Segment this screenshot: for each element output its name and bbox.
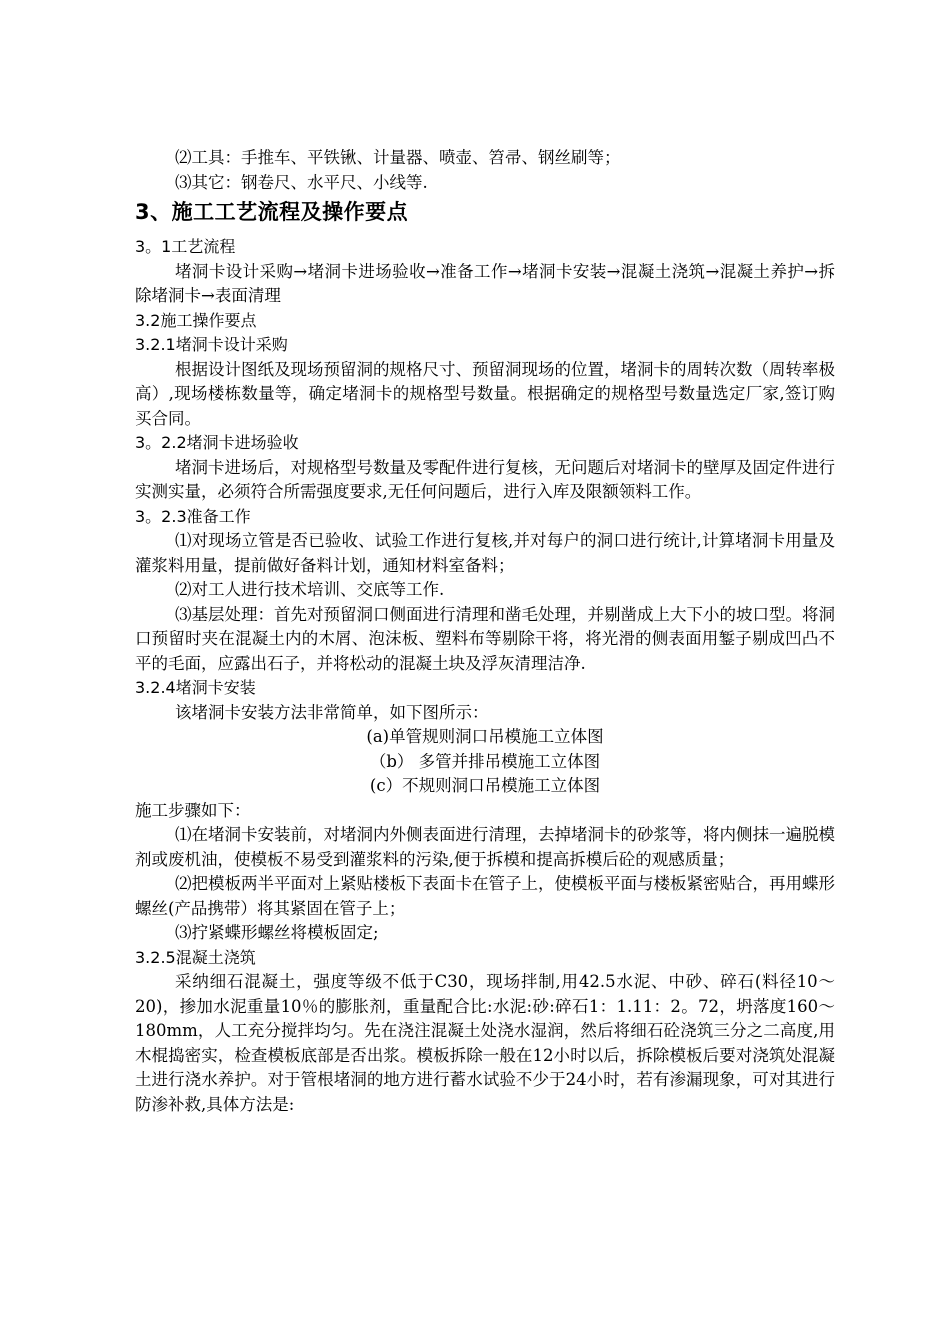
heading-3-2-2: 3。2.2堵洞卡进场验收 <box>135 433 299 452</box>
figure-caption-a: (a)单管规则洞口吊模施工立体图 <box>366 727 604 746</box>
figure-caption-c: (c）不规则洞口吊模施工立体图 <box>369 776 601 795</box>
paragraph-3-2-5: 采纳细石混凝土，强度等级不低于C30，现场拌制,用42.5水泥、中砂、碎石(料径10～20)，掺加水泥重量10％的膨胀剂，重量配合比:水泥:砂:碎石1：1.11：2。72，坍落度160～180mm，人工充分搅拌均匀。先在浇注混凝土处浇水湿润，然后将细石砼浇筑三分之二高度,用木棍捣密实，检查模板底部是否出浆。模板拆除一般在12小时以后，拆除模板后要对浇筑处混凝土进行浇水养护。对于管根堵洞的地方进行蓄水试验不少于24小时，若有渗漏现象，可对其进行防渗补救,具体方法是: <box>135 972 835 1114</box>
figure-caption-b: （b） 多管并排吊模施工立体图 <box>369 751 601 771</box>
heading-3-2-3: 3。2.3准备工作 <box>135 506 251 526</box>
heading-3-1: 3。1工艺流程 <box>135 237 236 256</box>
section-title: 3、施工工艺流程及操作要点 <box>135 200 409 224</box>
paragraph-3-2-4: 该堵洞卡安装方法非常简单，如下图所示： <box>175 702 489 722</box>
paragraph-3-2-3-a: ⑴对现场立管是否已验收、试验工作进行复核,并对每户的洞口进行统计,计算堵洞卡用量及灌浆料用量，提前做好备料计划，通知材料室备料； <box>135 531 835 575</box>
document-page <box>135 146 835 1117</box>
step-2: ⑵把模板两半平面对上紧贴楼板下表面卡在管子上，使模板平面与楼板紧密贴合，再用蝶形螺丝(产品携带）将其紧固在管子上； <box>135 874 835 918</box>
heading-3-2-5: 3.2.5混凝土浇筑 <box>135 947 256 967</box>
steps-intro: 施工步骤如下： <box>135 800 251 820</box>
heading-3-2-1: 3.2.1堵洞卡设计采购 <box>135 335 288 354</box>
heading-3-2-4: 3.2.4堵洞卡安装 <box>135 678 256 697</box>
step-1: ⑴在堵洞卡安装前，对堵洞内外侧表面进行清理，去掉堵洞卡的砂浆等，将内侧抹一遍脱模剂或废机油，使模板不易受到灌浆料的污染,便于拆模和提高拆模后砼的观感质量； <box>135 825 835 869</box>
step-3: ⑶拧紧蝶形螺丝将模板固定; <box>175 923 379 942</box>
other-line: ⑶其它：钢卷尺、水平尺、小线等. <box>175 172 428 192</box>
paragraph-3-2-2: 堵洞卡进场后，对规格型号数量及零配件进行复核，无问题后对堵洞卡的壁厚及固定件进行实测实量，必须符合所需强度要求,无任何问题后，进行入库及限额领料工作。 <box>135 457 835 501</box>
paragraph-3-2-3-c: ⑶基层处理：首先对预留洞口侧面进行清理和凿毛处理，并剔凿成上大下小的坡口型。将洞口预留时夹在混凝土内的木屑、泡沫板、塑料布等剔除干将，将光滑的侧表面用錾子剔成凹凸不平的毛面，应露出石子，并将松动的混凝土块及浮灰清理洁净. <box>135 604 835 673</box>
tools-line: ⑵工具：手推车、平铁锹、计量器、喷壶、笤帚、钢丝刷等； <box>175 148 621 167</box>
heading-3-2: 3.2施工操作要点 <box>135 310 257 330</box>
paragraph-3-2-3-b: ⑵对工人进行技术培训、交底等工作. <box>175 580 445 599</box>
process-flow: 堵洞卡设计采购→堵洞卡进场验收→准备工作→堵洞卡安装→混凝土浇筑→混凝土养护→拆除堵洞卡→表面清理 <box>135 261 835 305</box>
paragraph-3-2-1: 根据设计图纸及现场预留洞的规格尺寸、预留洞现场的位置，堵洞卡的周转次数（周转率极高）,现场楼栋数量等，确定堵洞卡的规格型号数量。根据确定的规格型号数量选定厂家,签订购买合同。 <box>135 359 835 428</box>
